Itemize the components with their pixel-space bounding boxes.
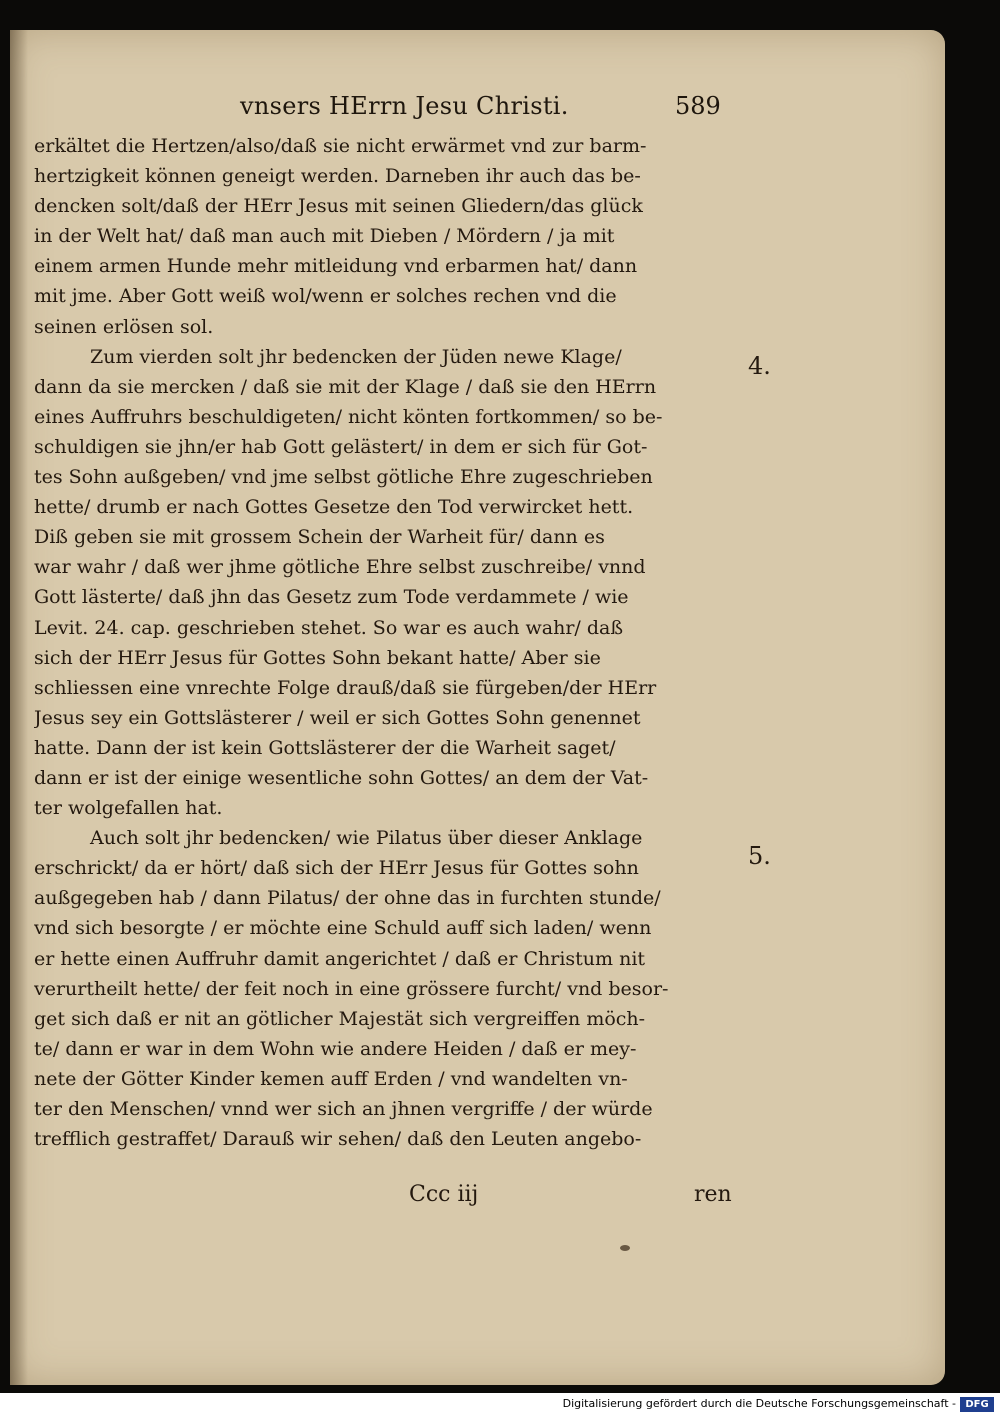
- text-line: er hette einen Auffruhr damit angerichtet / daß er Christum nit: [34, 947, 646, 970]
- marginal-number-4: 4.: [748, 352, 771, 380]
- marginal-number-5: 5.: [748, 842, 771, 870]
- funding-credit: Digitalisierung gefördert durch die Deutsche Forschungsgemeinschaft -: [562, 1397, 956, 1410]
- signature-line: [34, 1182, 744, 1212]
- text-line: trefflich gestraffet/ Darauß wir sehen/ daß den Leuten angebo-: [34, 1128, 642, 1151]
- text-line: mit jme. Aber Gott weiß wol/wenn er solches rechen vnd die: [34, 285, 617, 308]
- ink-speck: [620, 1245, 630, 1251]
- text-line: ter wolgefallen hat.: [34, 797, 223, 820]
- body-text: [34, 131, 744, 1154]
- text-line: außgegeben hab / dann Pilatus/ der ohne das in furchten stunde/: [34, 887, 661, 910]
- text-line: tes Sohn außgeben/ vnd jme selbst götliche Ehre zugeschrieben: [34, 466, 653, 489]
- text-line: schuldigen sie jhn/er hab Gott gelästert/ in dem er sich für Got-: [34, 435, 648, 458]
- text-line: nete der Götter Kinder kemen auff Erden / vnd wandelten vn-: [34, 1067, 628, 1090]
- text-line: eines Auffruhrs beschuldigeten/ nicht könten fortkommen/ so be-: [34, 405, 663, 428]
- page-number: 589: [675, 92, 721, 120]
- text-line: Zum vierden solt jhr bedencken der Jüden newe Klage/: [90, 345, 622, 368]
- footer-bar: [0, 1393, 1000, 1418]
- text-line: hertzigkeit können geneigt werden. Darneben ihr auch das be-: [34, 165, 641, 188]
- text-line: hatte. Dann der ist kein Gottslästerer der die Warheit saget/: [34, 736, 616, 759]
- signature-mark: Ccc iij: [409, 1182, 479, 1207]
- catchword: ren: [694, 1182, 732, 1207]
- text-line: seinen erlösen sol.: [34, 315, 214, 338]
- text-line: hette/ drumb er nach Gottes Gesetze den Tod verwircket hett.: [34, 496, 634, 519]
- dfg-logo: DFG: [960, 1397, 994, 1412]
- text-line: te/ dann er war in dem Wohn wie andere Heiden / daß er mey-: [34, 1037, 637, 1060]
- text-line: dann er ist der einige wesentliche sohn Gottes/ an dem der Vat-: [34, 766, 649, 789]
- running-head: vnsers HErrn Jesu Christi.: [240, 92, 569, 120]
- text-line: verurtheilt hette/ der feit noch in eine grössere furcht/ vnd besor-: [34, 977, 669, 1000]
- gutter-shadow: [10, 30, 28, 1385]
- text-line: ter den Menschen/ vnnd wer sich an jhnen vergriffe / der würde: [34, 1098, 653, 1120]
- text-line: sich der HErr Jesus für Gottes Sohn bekant hatte/ Aber sie: [34, 646, 601, 669]
- text-line: erkältet die Hertzen/also/daß sie nicht erwärmet vnd zur barm-: [34, 135, 647, 157]
- text-line: dencken solt/daß der HErr Jesus mit seinen Gliedern/das glück: [34, 195, 643, 218]
- text-line: erschrickt/ da er hört/ daß sich der HErr Jesus für Gottes sohn: [34, 857, 639, 880]
- text-line: Auch solt jhr bedencken/ wie Pilatus über dieser Anklage: [90, 827, 643, 850]
- text-line: vnd sich besorgte / er möchte eine Schuld auff sich laden/ wenn: [34, 917, 652, 940]
- text-line: Diß geben sie mit grossem Schein der Warheit für/ dann es: [34, 526, 605, 549]
- text-line: war wahr / daß wer jhme götliche Ehre selbst zuschreibe/ vnnd: [34, 556, 646, 579]
- text-line: schliessen eine vnrechte Folge drauß/daß sie fürgeben/der HErr: [34, 676, 657, 699]
- text-line: Gott lästerte/ daß jhn das Gesetz zum Tode verdammete / wie: [34, 586, 629, 609]
- text-line: get sich daß er nit an götlicher Majestät sich vergreiffen möch-: [34, 1007, 646, 1030]
- text-line: Jesus sey ein Gottslästerer / weil er sich Gottes Sohn genennet: [34, 706, 641, 729]
- text-line: einem armen Hunde mehr mitleidung vnd erbarmen hat/ dann: [34, 255, 638, 278]
- text-line: in der Welt hat/ daß man auch mit Dieben / Mördern / ja mit: [34, 225, 615, 248]
- text-line: Levit. 24. cap. geschrieben stehet. So war es auch wahr/ daß: [34, 616, 624, 639]
- text-line: dann da sie mercken / daß sie mit der Klage / daß sie den HErrn: [34, 375, 657, 398]
